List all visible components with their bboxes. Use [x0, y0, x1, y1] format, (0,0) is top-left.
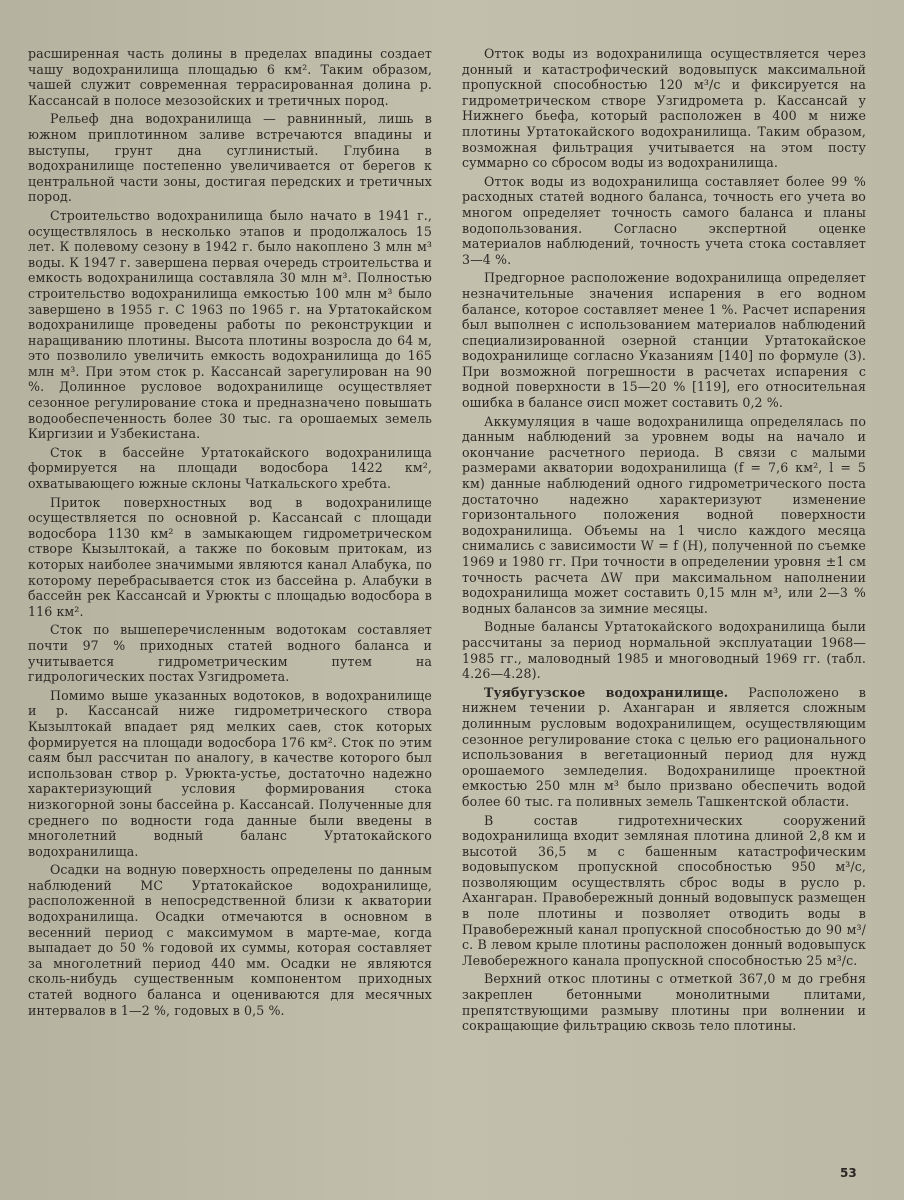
paragraph: Водные балансы Уртатокайского водохранилища были рассчитаны за период нормальной эксплуатации 1968—1985 гг., маловодный 1985 и многоводный 1969 гг. (табл. 4.26—4.28). [462, 619, 866, 682]
right-column [462, 46, 866, 1037]
paragraph: Рельеф дна водохранилища — равнинный, лишь в южном приплотинном заливе встречаются впадины и выступы, грунт дна суглинистый. Глубина в водохранилище постепенно увеличивается от берегов к центральной части зоны, достигая передских и третичных пород. [28, 111, 432, 205]
paragraph: Строительство водохранилища было начато в 1941 г., осуществлялось в несколько этапов и продолжалось 15 лет. К полевому сезону в 1942 г. было накоплено 3 млн м³ воды. К 1947 г. завершена первая очередь строительства и емкость водохранилища составляла 30 млн м³. Полностью строительство водохранилища емкостью 100 млн м³ было завершено в 1955 г. С 1963 по 1965 г. на Уртатокайском водохранилище проведены работы по реконструкции и наращиванию плотины. Высота плотины возросла до 64 м, это позволило увеличить емкость водохранилища до 165 млн м³. При этом сток р. Кассансай зарегулирован на 90 %. Долинное русловое водохранилище осуществляет сезонное регулирование стока и предназначено повышать водообеспеченность более 30 тыс. га орошаемых земель Киргизии и Узбекистана. [28, 207, 432, 442]
paragraph: В состав гидротехнических сооружений водохранилища входит земляная плотина длиной 2,8 км и высотой 36,5 м с башенным катастрофическим водовыпуском пропускной способностью 950 м³/с, позволяющим осуществлять сброс воды в русло р. Ахангаран. Правобережный донный водовыпуск размещен в поле плотины и позволяет отводить воды в Правобережный канал пропускной способностью до 90 м³/с. В левом крыле плотины расположен донный водовыпуск Левобережного канала пропускной способностью 25 м³/с. [462, 812, 866, 968]
paragraph: Отток воды из водохранилища составляет более 99 % расходных статей водного баланса, точность его учета во многом определяет точность самого баланса и планы водопользования. Согласно экспертной оценке материалов наблюдений, точность учета стока составляет 3—4 %. [462, 173, 866, 267]
paragraph: Сток по вышеперечисленным водотокам составляет почти 97 % приходных статей водного баланса и учитывается гидрометрическим путем на гидрологических постах Узгидромета. [28, 622, 432, 685]
paragraph: расширенная часть долины в пределах впадины создает чашу водохранилища площадью 6 км². Таким образом, чашей служит современная террасированная долина р. Кассансай в полосе мезозойских и третичных пород. [28, 46, 432, 108]
paragraph: Сток в бассейне Уртатокайского водохранилища формируется на площади водосбора 1422 км², охватывающего южные склоны Чаткальского хребта. [28, 444, 432, 492]
paragraph: Приток поверхностных вод в водохранилище осуществляется по основной р. Кассансай с площади водосбора 1130 км² в замыкающем гидрометрическом створе Кызылтокай, а также по боковым притокам, из которых наиболее значимыми являются канал Алабука, по которому перебрасывается сток из бассейна р. Алабуки в бассейн рек Кассансай и Урюкты с площадью водосбора в 116 км². [28, 494, 432, 619]
left-column [28, 46, 432, 1021]
paragraph: Отток воды из водохранилища осуществляется через донный и катастрофический водовыпуск максимальной пропускной способностью 120 м³/с и фиксируется на гидрометрическом створе Узгидромета р. Кассансай у Нижнего бьефа, который расположен в 400 м ниже плотины Уртатокайского водохранилища. Таким образом, возможная фильтрация учитывается на этом посту суммарно со сбросом воды из водохранилища. [462, 46, 866, 171]
section-run-in-heading: Туябугузское водохранилище. [484, 684, 729, 700]
paragraph: Помимо выше указанных водотоков, в водохранилище и р. Кассансай ниже гидрометрического створа Кызылтокай впадает ряд мелких саев, сток которых формируется на площади водосбора 176 км². Сток по этим саям был рассчитан по аналогу, в качестве которого был использован створ р. Урюкта-устье, достаточно надежно характеризующий условия формирования стока низкогорной зоны бассейна р. Кассансай. Полученные для среднего по водности года данные были введены в многолетний водный баланс Уртатокайского водохранилища. [28, 687, 432, 859]
paragraph-with-heading [462, 685, 866, 810]
paragraph: Осадки на водную поверхность определены по данным наблюдений МС Уртатокайское водохранилище, расположенной в непосредственной близи к акватории водохранилища. Осадки отмечаются в основном в весенний период с максимумом в марте-мае, когда выпадает до 50 % годовой их суммы, которая составляет за многолетний период 440 мм. Осадки не являются сколь-нибудь существенным компонентом приходных статей водного баланса и оцениваются для месячных интервалов в 1—2 %, годовых в 0,5 %. [28, 862, 432, 1018]
page-number: 53 [840, 1166, 857, 1180]
paragraph: Аккумуляция в чаше водохранилища определялась по данным наблюдений за уровнем воды на начало и окончание расчетного периода. В связи с малыми размерами акватории водохранилища (f = 7,6 км², l = 5 км) данные наблюдений одного гидрометрического поста достаточно надежно характеризуют изменение горизонтального положения водной поверхности водохранилища. Объемы на 1 число каждого месяца снимались с зависимости W = f (H), полученной по съемке 1969 и 1980 гг. При точности в определении уровня ±1 см точность расчета ΔW при максимальном наполнении водохранилища может составить 0,15 млн м³, или 2—3 % водных балансов за зимние месяцы. [462, 413, 866, 616]
paragraph: Верхний откос плотины с отметкой 367,0 м до гребня закреплен бетонными монолитными плитами, препятствующими размыву плотины при волнении и сокращающие фильтрацию сквозь тело плотины. [462, 971, 866, 1034]
paragraph-text: Расположено в нижнем течении р. Ахангаран и является сложным долинным русловым водохранилищем, осуществляющим сезонное регулирование стока с целью его рационального использования в вегетационный период для нужд орошаемого земледелия. Водохранилище проектной емкостью 250 млн м³ было призвано обеспечить водой более 60 тыс. га поливных земель Ташкентской области. [462, 684, 866, 809]
paragraph: Предгорное расположение водохранилища определяет незначительные значения испарения в его водном балансе, которое составляет менее 1 %. Расчет испарения был выполнен с использованием материалов наблюдений специализированной озерной станции Уртатокайское водохранилище согласно Указаниям [140] по формуле (3). При возможной погрешности в расчетах испарения с водной поверхности в 15—20 % [119], его относительная ошибка в балансе σисп может составить 0,2 %. [462, 270, 866, 411]
